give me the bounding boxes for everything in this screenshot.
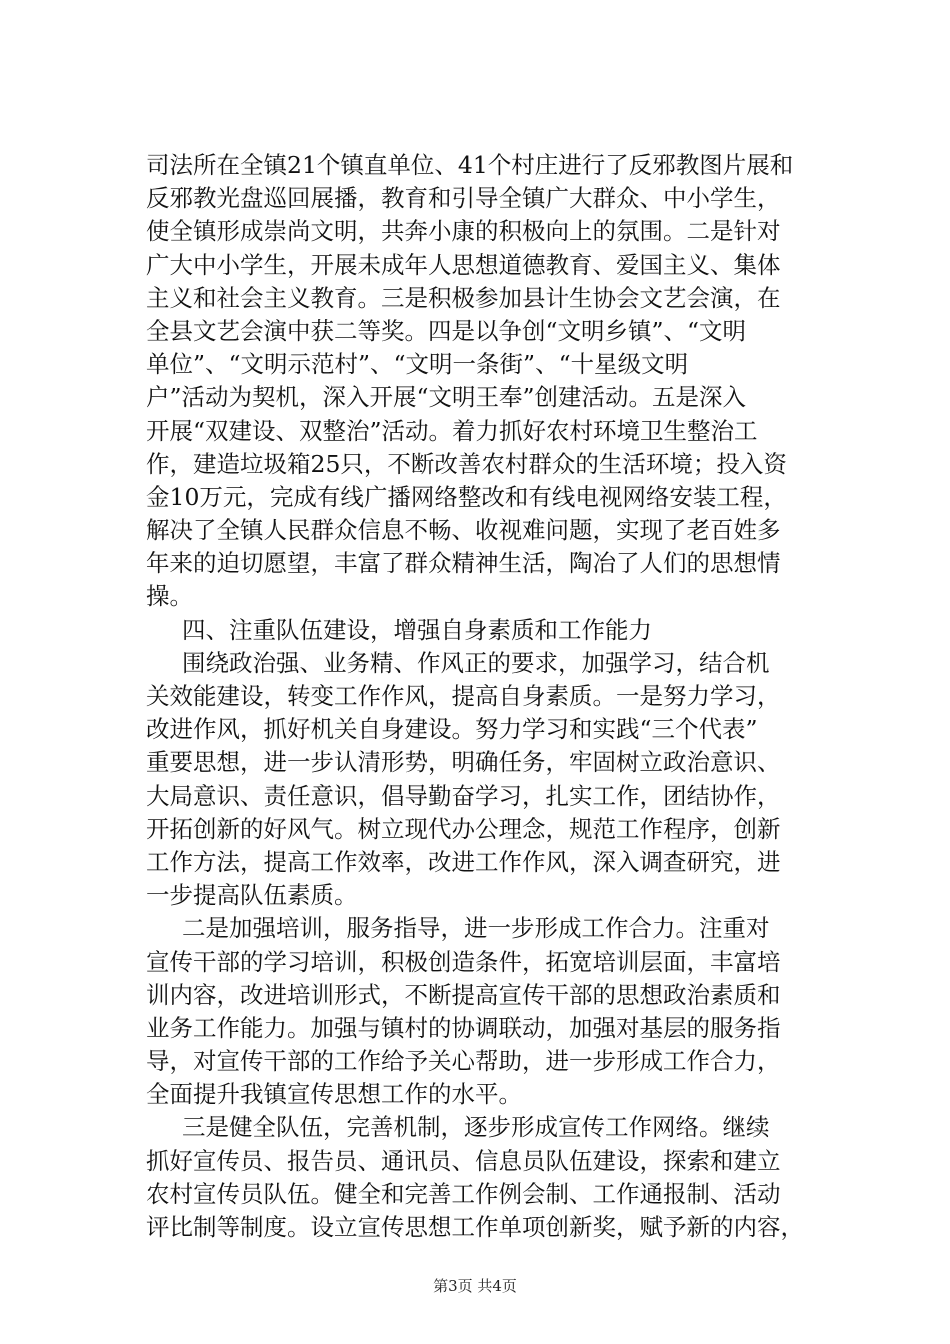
text-line: 业务工作能力。加强与镇村的协调联动，加强对基层的服务指 bbox=[146, 1013, 781, 1042]
text-line: 解决了全镇人民群众信息不畅、收视难问题，实现了老百姓多 bbox=[146, 516, 781, 545]
text-line: 司法所在全镇21个镇直单位、41个村庄进行了反邪教图片展和 bbox=[146, 151, 794, 179]
text-line: 宣传干部的学习培训，积极创造条件，拓宽培训层面，丰富培 bbox=[146, 947, 781, 976]
text-line: 全县文艺会演中获二等奖。四是以争创“文明乡镇”、“文明 bbox=[146, 316, 747, 345]
text-line: 农村宣传员队伍。健全和完善工作例会制、工作通报制、活动 bbox=[146, 1179, 781, 1208]
section-heading: 四、注重队伍建设，增强自身素质和工作能力 bbox=[182, 615, 652, 644]
text-line: 主义和社会主义教育。三是积极参加县计生协会文艺会演，在 bbox=[146, 283, 781, 312]
text-line: 金10万元，完成有线广播网络整改和有线电视网络安装工程， bbox=[146, 482, 787, 511]
text-line: 导，对宣传干部的工作给予关心帮助，进一步形成工作合力， bbox=[146, 1047, 781, 1076]
text-line: 户”活动为契机，深入开展“文明王奉”创建活动。五是深入 bbox=[146, 383, 747, 412]
text-line: 作，建造垃圾箱25只，不断改善农村群众的生活环境；投入资 bbox=[146, 449, 787, 478]
paragraph-first-line: 围绕政治强、业务精、作风正的要求，加强学习，结合机 bbox=[182, 648, 770, 677]
text-line: 重要思想，进一步认清形势，明确任务，牢固树立政治意识、 bbox=[146, 748, 781, 777]
text-line: 一步提高队伍素质。 bbox=[146, 881, 358, 910]
text-line: 大局意识、责任意识，倡导勤奋学习，扎实工作，团结协作， bbox=[146, 781, 781, 810]
text-line: 评比制等制度。设立宣传思想工作单项创新奖，赋予新的内容， bbox=[146, 1213, 804, 1241]
text-line: 开展“双建设、双整治”活动。着力抓好农村环境卫生整治工 bbox=[146, 416, 758, 445]
text-line: 单位”、“文明示范村”、“文明一条街”、“十星级文明 bbox=[146, 350, 689, 379]
text-line: 工作方法，提高工作效率，改进工作作风，深入调查研究，进 bbox=[146, 847, 781, 876]
text-line: 关效能建设，转变工作作风，提高自身素质。一是努力学习， bbox=[146, 682, 781, 710]
paragraph-first-line: 二是加强培训，服务指导，进一步形成工作合力。注重对 bbox=[182, 914, 770, 943]
text-line: 全面提升我镇宣传思想工作的水平。 bbox=[146, 1080, 522, 1109]
text-line: 年来的迫切愿望，丰富了群众精神生活，陶冶了人们的思想情 bbox=[146, 549, 781, 578]
page-number-footer: 第3页 共4页 bbox=[433, 1277, 517, 1295]
text-line: 抓好宣传员、报告员、通讯员、信息员队伍建设，探索和建立 bbox=[146, 1146, 781, 1175]
text-line: 广大中小学生，开展未成年人思想道德教育、爱国主义、集体 bbox=[146, 250, 781, 279]
text-line: 使全镇形成崇尚文明，共奔小康的积极向上的氛围。二是针对 bbox=[146, 217, 781, 246]
paragraph-first-line: 三是健全队伍，完善机制，逐步形成宣传工作网络。继续 bbox=[182, 1113, 770, 1142]
text-line: 反邪教光盘巡回展播，教育和引导全镇广大群众、中小学生， bbox=[146, 184, 781, 213]
text-line: 训内容，改进培训形式，不断提高宣传干部的思想政治素质和 bbox=[146, 980, 781, 1009]
document-body bbox=[146, 149, 836, 1244]
text-line: 改进作风，抓好机关自身建设。努力学习和实践“三个代表” bbox=[146, 715, 758, 744]
text-line: 开拓创新的好风气。树立现代办公理念，规范工作程序，创新 bbox=[146, 814, 781, 843]
text-line: 操。 bbox=[146, 582, 193, 611]
